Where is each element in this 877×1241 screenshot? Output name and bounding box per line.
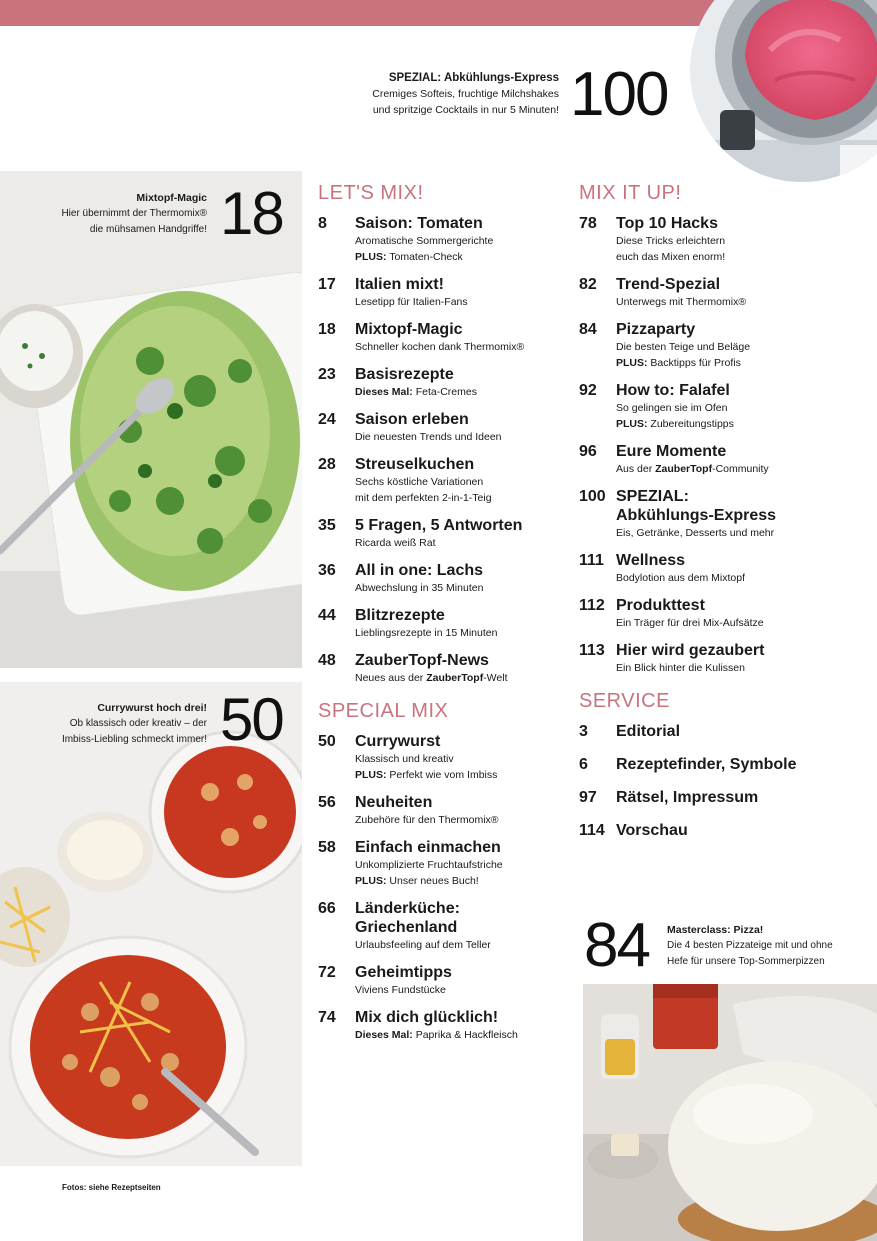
toc-entry[interactable] bbox=[579, 214, 869, 265]
plus-label: Dieses Mal: bbox=[355, 1029, 413, 1041]
toc-entry-desc: Diese Tricks erleichtern bbox=[616, 235, 726, 247]
photo-feature-desc-line: Ob klassisch oder kreativ – der bbox=[69, 718, 207, 729]
photo-feature-desc-line: Imbiss-Liebling schmeckt immer! bbox=[61, 734, 207, 745]
toc-entry-title: All in one: Lachs bbox=[355, 562, 484, 579]
toc-entry-title: Eure Momente bbox=[616, 443, 727, 460]
toc-entry[interactable] bbox=[579, 442, 869, 477]
toc-entry[interactable] bbox=[318, 793, 568, 828]
toc-entry-body bbox=[616, 596, 869, 631]
toc-entry-body bbox=[616, 755, 869, 774]
toc-entry-desc: Aromatische Sommergerichte bbox=[355, 235, 494, 247]
top-feature-desc-line: Cremiges Softeis, fruchtige Milchshakes bbox=[372, 88, 559, 100]
toc-entry[interactable] bbox=[318, 606, 568, 641]
top-feature-desc-line: und spritzige Cocktails in nur 5 Minuten! bbox=[372, 104, 559, 116]
toc-entry[interactable] bbox=[318, 410, 568, 445]
lets-mix-list bbox=[318, 214, 568, 686]
toc-entry-body bbox=[355, 838, 568, 889]
toc-entry[interactable] bbox=[579, 487, 869, 541]
toc-entry-body bbox=[616, 788, 869, 807]
toc-entry[interactable] bbox=[579, 722, 869, 741]
plus-text: Paprika & Hackfleisch bbox=[415, 1029, 518, 1041]
toc-entry-desc: Die neuesten Trends und Ideen bbox=[355, 431, 502, 443]
toc-entry-title: How to: Falafel bbox=[616, 382, 730, 399]
toc-entry-title: Griechenland bbox=[355, 919, 458, 936]
toc-entry-title: Mix dich glücklich! bbox=[355, 1009, 499, 1026]
toc-entry-title: Editorial bbox=[616, 723, 681, 740]
toc-entry-title: Streuselkuchen bbox=[355, 456, 475, 473]
toc-page-number: 48 bbox=[318, 652, 336, 669]
toc-entry[interactable] bbox=[318, 651, 568, 686]
photo-credit: Fotos: siehe Rezeptseiten bbox=[62, 1183, 161, 1192]
toc-entry-title: Produkttest bbox=[616, 597, 705, 614]
toc-entry-title: Länderküche: bbox=[355, 900, 460, 917]
toc-entry-title: Rätsel, Impressum bbox=[616, 789, 759, 806]
toc-entry-title: Currywurst bbox=[355, 733, 441, 750]
pizza-dough-illustration bbox=[583, 984, 877, 1241]
toc-entry-body bbox=[355, 561, 568, 596]
toc-entry-desc: Abwechslung in 35 Minuten bbox=[355, 582, 484, 594]
toc-entry-plus bbox=[355, 249, 568, 265]
photo-feature-desc-line: Hier übernimmt der Thermomix® bbox=[61, 208, 207, 219]
section-heading-mix-it-up: MIX IT UP! bbox=[579, 182, 682, 204]
toc-entry-desc: Unkomplizierte Fruchtaufstriche bbox=[355, 859, 503, 871]
toc-entry-desc: Die besten Teige und Beläge bbox=[616, 341, 751, 353]
desc-brand: ZauberTopf bbox=[426, 672, 484, 684]
toc-entry-body bbox=[355, 793, 568, 828]
desc-text: Aus der bbox=[616, 463, 653, 475]
toc-entry-title: Neuheiten bbox=[355, 794, 433, 811]
toc-entry-plus bbox=[616, 416, 869, 432]
toc-entry-plus bbox=[355, 767, 568, 783]
currywurst-number: 50 bbox=[220, 686, 283, 753]
toc-page-number: 3 bbox=[579, 723, 588, 740]
toc-entry[interactable] bbox=[579, 551, 869, 586]
toc-entry-body bbox=[355, 963, 568, 998]
toc-entry-body bbox=[355, 275, 568, 310]
toc-entry[interactable] bbox=[318, 455, 568, 506]
currywurst-photo bbox=[0, 682, 302, 1166]
pizza-dough-photo bbox=[583, 984, 877, 1241]
toc-page-number: 58 bbox=[318, 839, 336, 856]
toc-entry-desc: Ein Blick hinter die Kulissen bbox=[616, 662, 745, 674]
toc-page-number: 92 bbox=[579, 382, 597, 399]
toc-entry[interactable] bbox=[318, 838, 568, 889]
toc-entry-desc: So gelingen sie im Ofen bbox=[616, 402, 728, 414]
plus-label: PLUS: bbox=[355, 251, 387, 263]
toc-entry[interactable] bbox=[318, 561, 568, 596]
toc-entry-title: SPEZIAL: bbox=[616, 488, 689, 505]
toc-page-number: 113 bbox=[579, 642, 605, 659]
plus-text: Zubereitungstipps bbox=[650, 418, 734, 430]
toc-entry-desc: Viviens Fundstücke bbox=[355, 984, 446, 996]
toc-entry-body bbox=[355, 320, 568, 355]
plus-label: PLUS: bbox=[355, 875, 387, 887]
photo-feature-desc-line: die mühsamen Handgriffe! bbox=[89, 224, 207, 235]
toc-page-number: 35 bbox=[318, 517, 336, 534]
toc-entry-body bbox=[355, 455, 568, 506]
toc-entry-desc: Klassisch und kreativ bbox=[355, 753, 454, 765]
toc-entry[interactable] bbox=[318, 963, 568, 998]
service-list bbox=[579, 722, 869, 840]
toc-page-number: 8 bbox=[318, 215, 327, 232]
plus-label: PLUS: bbox=[616, 357, 648, 369]
toc-entry-desc: Eis, Getränke, Desserts und mehr bbox=[616, 527, 775, 539]
toc-entry[interactable] bbox=[318, 275, 568, 310]
toc-entry-title: Mixtopf-Magic bbox=[355, 321, 463, 338]
mixtopf-magic-label bbox=[7, 190, 207, 238]
toc-page-number: 114 bbox=[579, 822, 605, 839]
toc-page-number: 28 bbox=[318, 456, 336, 473]
toc-entry-title: Wellness bbox=[616, 552, 686, 569]
toc-page-number: 111 bbox=[579, 552, 604, 569]
toc-entry[interactable] bbox=[318, 365, 568, 400]
plus-text: Backtipps für Profis bbox=[650, 357, 741, 369]
toc-entry-body bbox=[355, 606, 568, 641]
toc-entry-title: Geheimtipps bbox=[355, 964, 452, 981]
toc-entry-desc: Bodylotion aus dem Mixtopf bbox=[616, 572, 745, 584]
top-feature-title: SPEZIAL: Abkühlungs-Express bbox=[388, 72, 559, 84]
toc-entry-body bbox=[616, 641, 869, 676]
pizza-feature-text bbox=[667, 922, 872, 970]
toc-entry-title: Rezeptefinder, Symbole bbox=[616, 756, 797, 773]
pizza-feature-number: 84 bbox=[584, 911, 649, 980]
toc-entry-body bbox=[355, 516, 568, 551]
toc-entry-desc: Zubehöre für den Thermomix® bbox=[355, 814, 499, 826]
toc-entry[interactable] bbox=[318, 732, 568, 783]
toc-entry[interactable] bbox=[318, 899, 568, 953]
section-heading-lets-mix: LET'S MIX! bbox=[318, 182, 424, 204]
toc-entry[interactable] bbox=[579, 755, 869, 774]
section-heading-service: SERVICE bbox=[579, 690, 670, 712]
toc-page-number: 18 bbox=[318, 321, 336, 338]
plus-label: PLUS: bbox=[616, 418, 648, 430]
toc-entry-title: Einfach einmachen bbox=[355, 839, 501, 856]
toc-entry-body bbox=[355, 410, 568, 445]
toc-entry-title: Saison erleben bbox=[355, 411, 469, 428]
toc-entry-body bbox=[355, 651, 568, 686]
pizza-feature-desc-line: Hefe für unsere Top-Sommerpizzen bbox=[667, 956, 825, 967]
toc-entry-title: Top 10 Hacks bbox=[616, 215, 718, 232]
plus-text: Tomaten-Check bbox=[389, 251, 463, 263]
toc-entry-body bbox=[355, 1008, 568, 1043]
toc-entry[interactable] bbox=[318, 1008, 568, 1043]
toc-entry-body bbox=[616, 275, 869, 310]
toc-entry-body bbox=[616, 320, 869, 371]
toc-entry-body bbox=[355, 732, 568, 783]
toc-entry[interactable] bbox=[579, 641, 869, 676]
toc-entry-desc: Urlaubsfeeling auf dem Teller bbox=[355, 939, 491, 951]
toc-column-middle bbox=[318, 180, 568, 1053]
toc-column-right bbox=[579, 180, 869, 854]
section-heading-special-mix: SPECIAL MIX bbox=[318, 700, 449, 722]
toc-page-number: 17 bbox=[318, 276, 336, 293]
top-accent-bar bbox=[0, 0, 740, 26]
toc-entry-plus bbox=[355, 1027, 568, 1043]
toc-entry-plus bbox=[616, 355, 869, 371]
pizza-feature-desc-line: Die 4 besten Pizzateige mit und ohne bbox=[667, 940, 833, 951]
toc-entry-body bbox=[616, 442, 869, 477]
toc-page-number: 23 bbox=[318, 366, 336, 383]
toc-entry[interactable] bbox=[318, 320, 568, 355]
desc-text: -Community bbox=[712, 463, 769, 475]
top-feature-number: 100 bbox=[570, 60, 668, 129]
toc-entry[interactable] bbox=[579, 788, 869, 807]
toc-page-number: 100 bbox=[579, 488, 606, 505]
toc-entry-desc: Ricarda weiß Rat bbox=[355, 537, 436, 549]
toc-entry-plus bbox=[355, 384, 568, 400]
toc-entry-body bbox=[616, 487, 869, 541]
toc-page-number: 112 bbox=[579, 597, 605, 614]
toc-entry-desc: Ein Träger für drei Mix-Aufsätze bbox=[616, 617, 764, 629]
toc-page-number: 97 bbox=[579, 789, 597, 806]
toc-page-number: 78 bbox=[579, 215, 597, 232]
toc-entry-desc: Lieblingsrezepte in 15 Minuten bbox=[355, 627, 498, 639]
toc-entry[interactable] bbox=[579, 821, 869, 840]
toc-entry[interactable] bbox=[318, 214, 568, 265]
pizza-feature-title: Masterclass: Pizza! bbox=[667, 924, 764, 936]
currywurst-illustration bbox=[0, 682, 302, 1166]
toc-entry-body bbox=[355, 214, 568, 265]
toc-entry-body bbox=[355, 365, 568, 400]
toc-entry-title: Vorschau bbox=[616, 822, 688, 839]
desc-brand: ZauberTopf bbox=[655, 463, 713, 475]
desc-text: Neues aus der bbox=[355, 672, 424, 684]
toc-entry-plus bbox=[355, 873, 568, 889]
toc-entry-body bbox=[616, 381, 869, 432]
plus-label: Dieses Mal: bbox=[355, 386, 413, 398]
desc-text: -Welt bbox=[483, 672, 508, 684]
toc-entry-body bbox=[616, 551, 869, 586]
plus-text: Perfekt wie vom Imbiss bbox=[389, 769, 498, 781]
toc-entry-desc: Schneller kochen dank Thermomix® bbox=[355, 341, 525, 353]
toc-entry-title: Basisrezepte bbox=[355, 366, 454, 383]
toc-entry-title: Saison: Tomaten bbox=[355, 215, 483, 232]
toc-page-number: 96 bbox=[579, 443, 597, 460]
toc-entry-title: Trend-Spezial bbox=[616, 276, 721, 293]
toc-page-number: 56 bbox=[318, 794, 336, 811]
toc-entry-body bbox=[616, 214, 869, 265]
toc-entry-title: Italien mixt! bbox=[355, 276, 444, 293]
toc-entry[interactable] bbox=[579, 596, 869, 631]
toc-page-number: 50 bbox=[318, 733, 336, 750]
toc-entry-desc: Unterwegs mit Thermomix® bbox=[616, 296, 747, 308]
toc-page-number: 24 bbox=[318, 411, 336, 428]
toc-entry-title: Hier wird gezaubert bbox=[616, 642, 765, 659]
toc-entry-desc: Lesetipp für Italien-Fans bbox=[355, 296, 468, 308]
toc-entry-title: Blitzrezepte bbox=[355, 607, 445, 624]
toc-entry-body bbox=[355, 899, 568, 953]
plus-text: Unser neues Buch! bbox=[389, 875, 479, 887]
toc-entry-desc: euch das Mixen enorm! bbox=[616, 251, 726, 263]
toc-entry-desc: Sechs köstliche Variationen bbox=[355, 476, 484, 488]
photo-feature-title: Mixtopf-Magic bbox=[136, 192, 207, 204]
toc-page-number: 6 bbox=[579, 756, 588, 773]
toc-entry-title: Pizzaparty bbox=[616, 321, 696, 338]
toc-page-number: 66 bbox=[318, 900, 336, 917]
toc-entry-desc: mit dem perfekten 2-in-1-Teig bbox=[355, 492, 492, 504]
toc-entry-desc bbox=[355, 670, 568, 686]
toc-entry-body bbox=[616, 722, 869, 741]
mix-it-up-list bbox=[579, 214, 869, 676]
toc-page-number: 74 bbox=[318, 1009, 336, 1026]
toc-entry-body bbox=[616, 821, 869, 840]
toc-entry-desc bbox=[616, 461, 869, 477]
currywurst-label bbox=[0, 700, 207, 748]
toc-page-number: 82 bbox=[579, 276, 597, 293]
photo-feature-title: Currywurst hoch drei! bbox=[97, 702, 207, 714]
toc-entry[interactable] bbox=[579, 381, 869, 432]
toc-entry[interactable] bbox=[579, 320, 869, 371]
toc-entry[interactable] bbox=[318, 516, 568, 551]
top-feature-text bbox=[299, 70, 559, 118]
plus-text: Feta-Cremes bbox=[415, 386, 477, 398]
plus-label: PLUS: bbox=[355, 769, 387, 781]
toc-entry-title: Abkühlungs-Express bbox=[616, 507, 777, 524]
toc-entry-title: ZauberTopf-News bbox=[355, 652, 489, 669]
toc-entry[interactable] bbox=[579, 275, 869, 310]
toc-entry-title: 5 Fragen, 5 Antworten bbox=[355, 517, 523, 534]
mixtopf-magic-number: 18 bbox=[220, 180, 283, 247]
toc-page-number: 84 bbox=[579, 321, 597, 338]
toc-page-number: 44 bbox=[318, 607, 336, 624]
toc-page-number: 36 bbox=[318, 562, 336, 579]
special-mix-list bbox=[318, 732, 568, 1043]
toc-page-number: 72 bbox=[318, 964, 336, 981]
